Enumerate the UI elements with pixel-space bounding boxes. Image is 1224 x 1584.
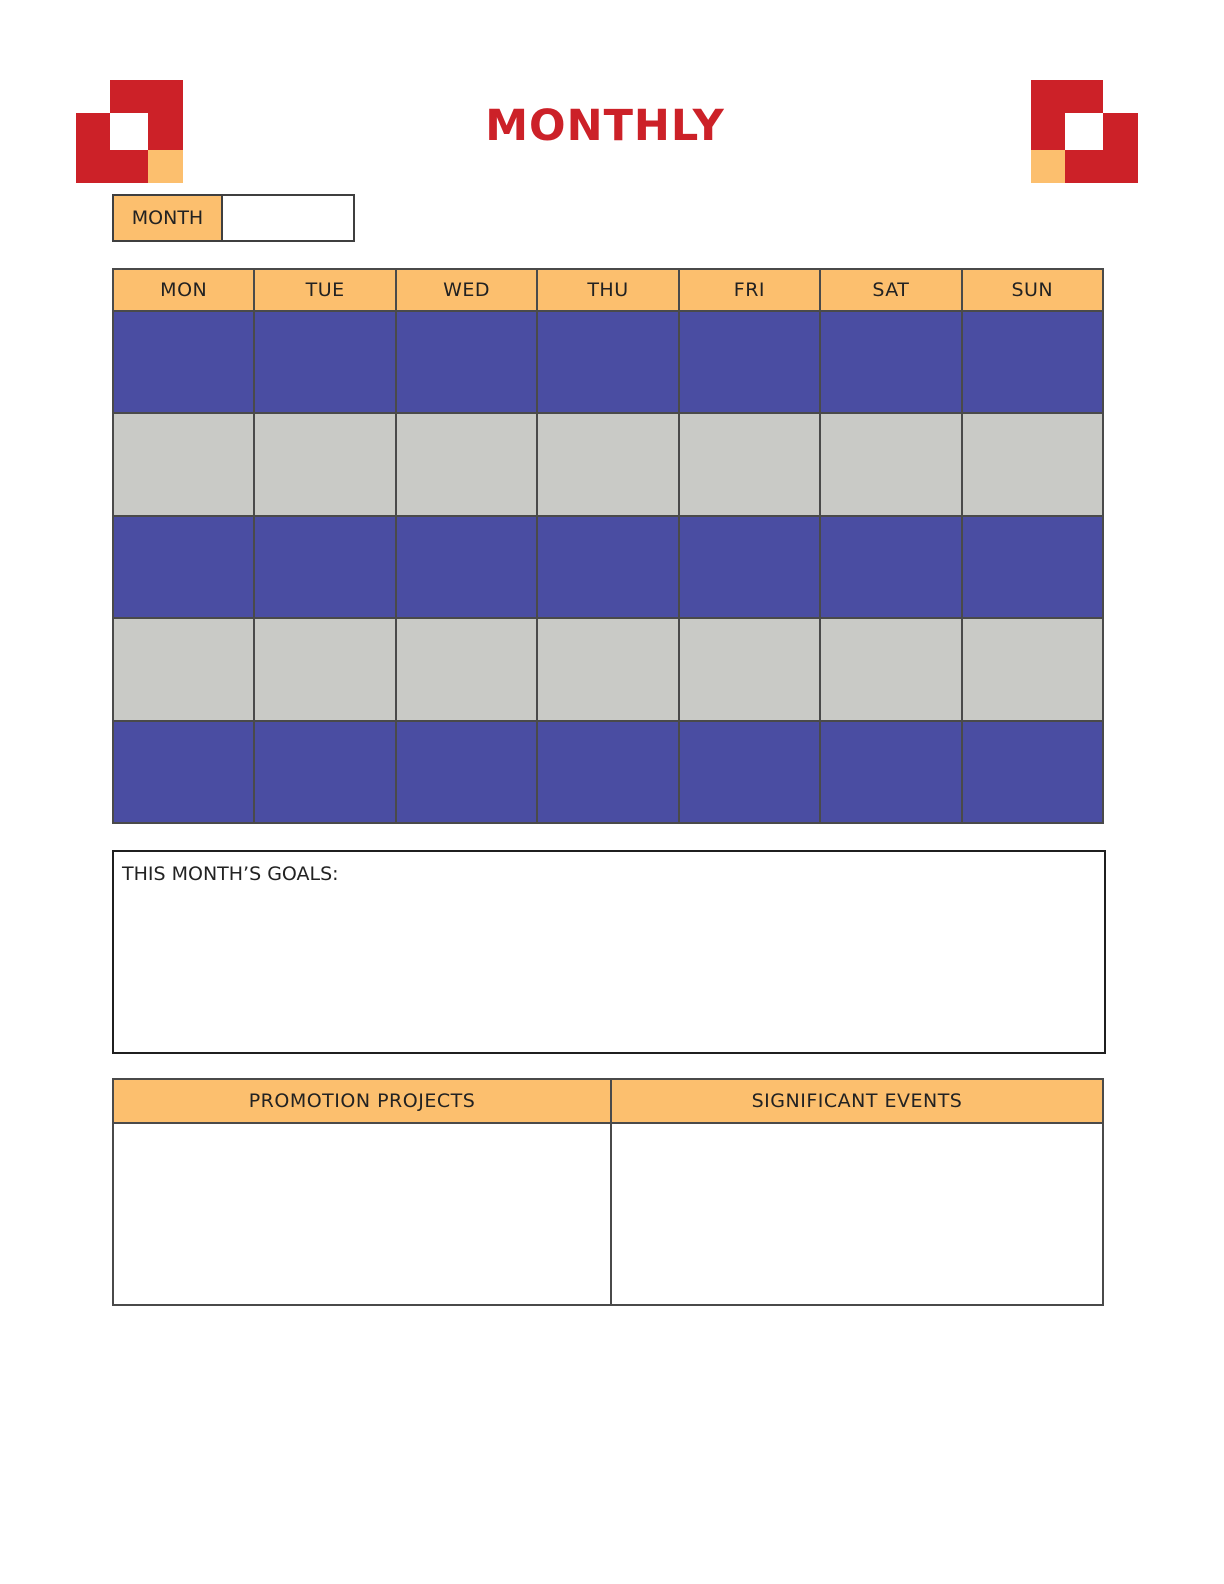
calendar-cell[interactable] xyxy=(821,517,960,617)
calendar-cell[interactable] xyxy=(680,312,819,412)
calendar-cell[interactable] xyxy=(680,619,819,719)
calendar-cell[interactable] xyxy=(963,619,1102,719)
calendar-cell[interactable] xyxy=(114,414,253,514)
calendar-cell[interactable] xyxy=(821,414,960,514)
significant-events-area[interactable] xyxy=(612,1124,1102,1304)
calendar-cell[interactable] xyxy=(538,722,677,822)
goals-label: THIS MONTH’S GOALS: xyxy=(122,863,339,885)
day-header-tue: TUE xyxy=(255,270,394,310)
calendar-cell[interactable] xyxy=(680,414,819,514)
goals-box[interactable] xyxy=(112,850,1106,1054)
calendar-cell[interactable] xyxy=(963,722,1102,822)
calendar-cell[interactable] xyxy=(397,722,536,822)
calendar-cell[interactable] xyxy=(538,517,677,617)
calendar-cell[interactable] xyxy=(963,312,1102,412)
calendar-cell[interactable] xyxy=(821,722,960,822)
calendar-cell[interactable] xyxy=(538,414,677,514)
calendar-cell[interactable] xyxy=(114,619,253,719)
calendar-cell[interactable] xyxy=(255,414,394,514)
calendar-cell[interactable] xyxy=(114,312,253,412)
calendar-cell[interactable] xyxy=(538,619,677,719)
calendar-cell[interactable] xyxy=(821,619,960,719)
bottom-table xyxy=(112,1078,1104,1306)
calendar-cell[interactable] xyxy=(680,722,819,822)
day-header-mon: MON xyxy=(114,270,253,310)
calendar-cell[interactable] xyxy=(255,619,394,719)
page-title: MONTHLY xyxy=(485,101,725,151)
calendar-cell[interactable] xyxy=(397,312,536,412)
month-field xyxy=(112,194,355,242)
calendar-cell[interactable] xyxy=(963,517,1102,617)
calendar-cell[interactable] xyxy=(538,312,677,412)
calendar-cell[interactable] xyxy=(255,722,394,822)
day-header-sun: SUN xyxy=(963,270,1102,310)
calendar-cell[interactable] xyxy=(397,414,536,514)
day-header-thu: THU xyxy=(538,270,677,310)
calendar-cell[interactable] xyxy=(821,312,960,412)
calendar-cell[interactable] xyxy=(114,517,253,617)
day-header-wed: WED xyxy=(397,270,536,310)
month-input[interactable] xyxy=(223,196,353,240)
day-header-fri: FRI xyxy=(680,270,819,310)
calendar-cell[interactable] xyxy=(114,722,253,822)
calendar-cell[interactable] xyxy=(255,312,394,412)
month-label: MONTH xyxy=(114,196,223,240)
calendar-cell[interactable] xyxy=(397,517,536,617)
calendar-cell[interactable] xyxy=(397,619,536,719)
promotion-projects-header: PROMOTION PROJECTS xyxy=(114,1080,610,1122)
calendar-cell[interactable] xyxy=(255,517,394,617)
promotion-projects-area[interactable] xyxy=(114,1124,610,1304)
calendar-cell[interactable] xyxy=(680,517,819,617)
calendar-grid xyxy=(112,268,1104,824)
day-header-sat: SAT xyxy=(821,270,960,310)
significant-events-header: SIGNIFICANT EVENTS xyxy=(612,1080,1102,1122)
calendar-cell[interactable] xyxy=(963,414,1102,514)
